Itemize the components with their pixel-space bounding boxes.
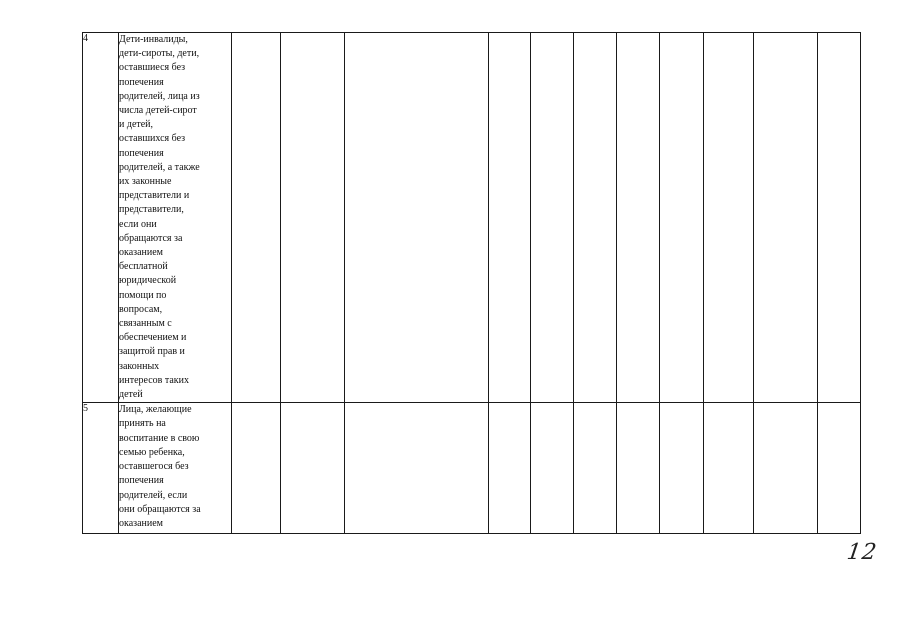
empty-cell (281, 33, 345, 403)
category-description-cell: Дети-инвалиды, дети-сироты, дети, оставшиеся без попечения родителей, лица из числа детей-сирот и детей, оставшихся без попечения родителей, а также их законные представители и представители, если они обращаются за оказанием бесплатной юридической помощи по вопросам, связанным с обеспечением и защитой прав и законных интересов таких детей (119, 33, 232, 403)
row-number-cell: 5 (83, 403, 119, 534)
empty-cell (232, 403, 281, 534)
empty-cell (754, 33, 818, 403)
page-number: 12 (845, 540, 879, 565)
empty-cell (531, 403, 574, 534)
empty-cell (660, 33, 704, 403)
empty-cell (531, 33, 574, 403)
empty-cell (818, 403, 861, 534)
empty-cell (704, 33, 754, 403)
empty-cell (345, 403, 489, 534)
table-row (83, 403, 861, 534)
empty-cell (489, 403, 531, 534)
empty-cell (660, 403, 704, 534)
empty-cell (617, 33, 660, 403)
table-row (83, 33, 861, 403)
empty-cell (232, 33, 281, 403)
empty-cell (345, 33, 489, 403)
category-description-cell: Лица, желающие принять на воспитание в свою семью ребенка, оставшегося без попечения родителей, если они обращаются за оказанием (119, 403, 232, 534)
empty-cell (281, 403, 345, 534)
empty-cell (489, 33, 531, 403)
empty-cell (818, 33, 861, 403)
empty-cell (617, 403, 660, 534)
row-number-cell: 4 (83, 33, 119, 403)
empty-cell (574, 33, 617, 403)
empty-cell (574, 403, 617, 534)
data-table (82, 32, 861, 534)
empty-cell (754, 403, 818, 534)
empty-cell (704, 403, 754, 534)
